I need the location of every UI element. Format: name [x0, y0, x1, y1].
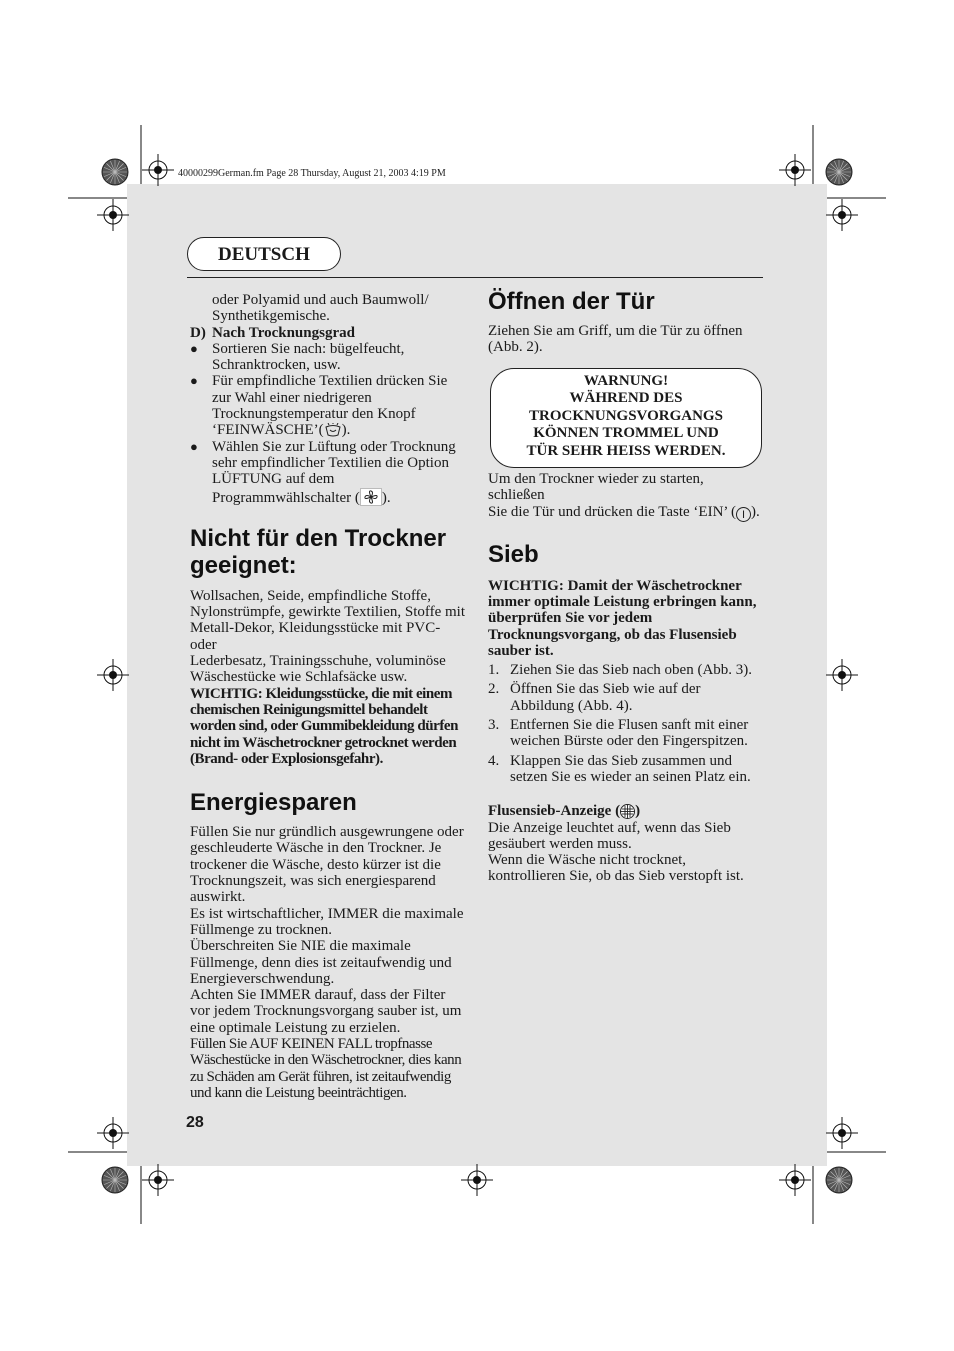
heading-not-suitable: Nicht für den Trockner geeignet:: [190, 524, 447, 579]
delicates-icon: [324, 423, 342, 438]
list-item: ● Für empfindliche Textilien drücken Sie zur Wahl einer niedrigeren Trocknungstemperatur den Knopf ‘FEINWÄSCHE’( ).: [190, 373, 448, 439]
list-item: ● Sortieren Sie nach: bügelfeucht, Schranktrocken, usw.: [190, 340, 405, 374]
open-door-text: Ziehen Sie am Griff, um die Tür zu öffnen (Abb. 2).: [488, 323, 743, 356]
energy-paragraph: Überschreiten Sie NIE die maximale Füllmenge, denn dies ist zeitaufwendig und Energieverschwendung.: [190, 938, 452, 987]
right-column: [488, 288, 764, 885]
bullet-icon: ●: [190, 340, 198, 356]
subhead-drying-level: D) Nach Trocknungsgrad: [190, 324, 355, 341]
filter-indicator-text: Die Anzeige leuchtet auf, wenn das Sieb gesäubert werden muss. Wenn die Wäsche nicht trocknet, kontrollieren Sie, ob das Sieb verstopft ist.: [488, 819, 744, 885]
restart-text: Um den Trockner wieder zu starten, schließen Sie die Tür und drücken die Taste ‘EIN’ ( I ).: [488, 471, 760, 521]
warning-box: WARNUNG! WÄHREND DES TROCKNUNGSVORGANGS KÖNNEN TROMMEL UND TÜR SEHR HEISS WERDEN.: [490, 368, 762, 469]
energy-paragraph: Füllen Sie AUF KEINEN FALL tropfnasse Wäschestücke in den Wäschetrockner, dies kann zu Schäden am Gerät führen, ist zeitaufwendig und kann die Leistung beeinträchtigen.: [190, 1035, 462, 1101]
fan-airing-icon: [360, 488, 382, 506]
list-item: 3. Entfernen Sie die Flusen sanft mit einer weichen Bürste oder den Fingerspitzen.: [488, 717, 749, 750]
heading-open-door: Öffnen der Tür: [488, 288, 655, 315]
continuation-text: oder Polyamid und auch Baumwoll/ Synthetikgemische.: [212, 292, 429, 325]
energy-paragraph: Es ist wirtschaftlicher, IMMER die maximale Füllmenge zu trocknen.: [190, 905, 464, 938]
language-tab-label: DEUTSCH: [218, 244, 310, 265]
bullet-icon: ●: [190, 438, 198, 454]
list-item: 2. Öffnen Sie das Sieb wie auf der Abbildung (Abb. 4).: [488, 681, 701, 714]
heading-filter: Sieb: [488, 540, 539, 568]
lint-filter-indicator-icon: [620, 804, 635, 819]
language-tab: [187, 237, 341, 271]
power-on-icon: I: [736, 507, 751, 522]
energy-paragraph: Füllen Sie nur gründlich ausgewrungene oder geschleuderte Wäsche in den Trockner. Je trockener die Wäsche, desto kürzer ist die Trocknungszeit, was sich energiesparend auswirkt.: [190, 824, 464, 906]
bullet-icon: ●: [190, 373, 198, 389]
not-suitable-text: Wollsachen, Seide, empfindliche Stoffe, Nylonstrümpfe, gewirkte Textilien, Stoffe mit Metall-Dekor, Kleidungsstücke mit PVC- oder Lederbesatz, Trainingsschuhe, voluminöse Wäschestücke wie Schlafsäcke usw.: [190, 587, 466, 686]
heading-energy-saving: Energiesparen: [190, 789, 357, 817]
not-suitable-warning: WICHTIG: Kleidungsstücke, die mit einem chemischen Reinigungsmittel behandelt worden sind, oder Gummibekleidung dürfen nicht im Wäschetrockner getrocknet werden (Brand- oder Explosionsgefahr).: [190, 685, 459, 767]
file-info: 40000299German.fm Page 28 Thursday, August 21, 2003 4:19 PM: [178, 168, 446, 179]
left-column: [190, 292, 468, 1101]
list-item: 1. Ziehen Sie das Sieb nach oben (Abb. 3).: [488, 662, 753, 679]
filter-important: WICHTIG: Damit der Wäschetrockner immer optimale Leistung erbringen kann, überprüfen Sie vor jedem Trocknungsvorgang, ob das Flusensieb sauber ist.: [488, 577, 757, 659]
list-item: ● Wählen Sie zur Lüftung oder Trocknung sehr empfindlicher Textilien die Option LÜFTUNG auf dem Programmwählschalter ( ).: [190, 438, 456, 506]
list-item: 4. Klappen Sie das Sieb zusammen und setzen Sie es wieder an seinen Platz ein.: [488, 752, 751, 785]
filter-indicator-title: Flusensieb-Anzeige ( ): [488, 803, 641, 820]
energy-paragraph: Achten Sie IMMER darauf, dass der Filter vor jedem Trocknungsvorgang sauber ist, um eine optimale Leistung zu erzielen.: [190, 987, 462, 1036]
page-number: 28: [186, 1114, 204, 1131]
header-rule: [187, 277, 763, 278]
